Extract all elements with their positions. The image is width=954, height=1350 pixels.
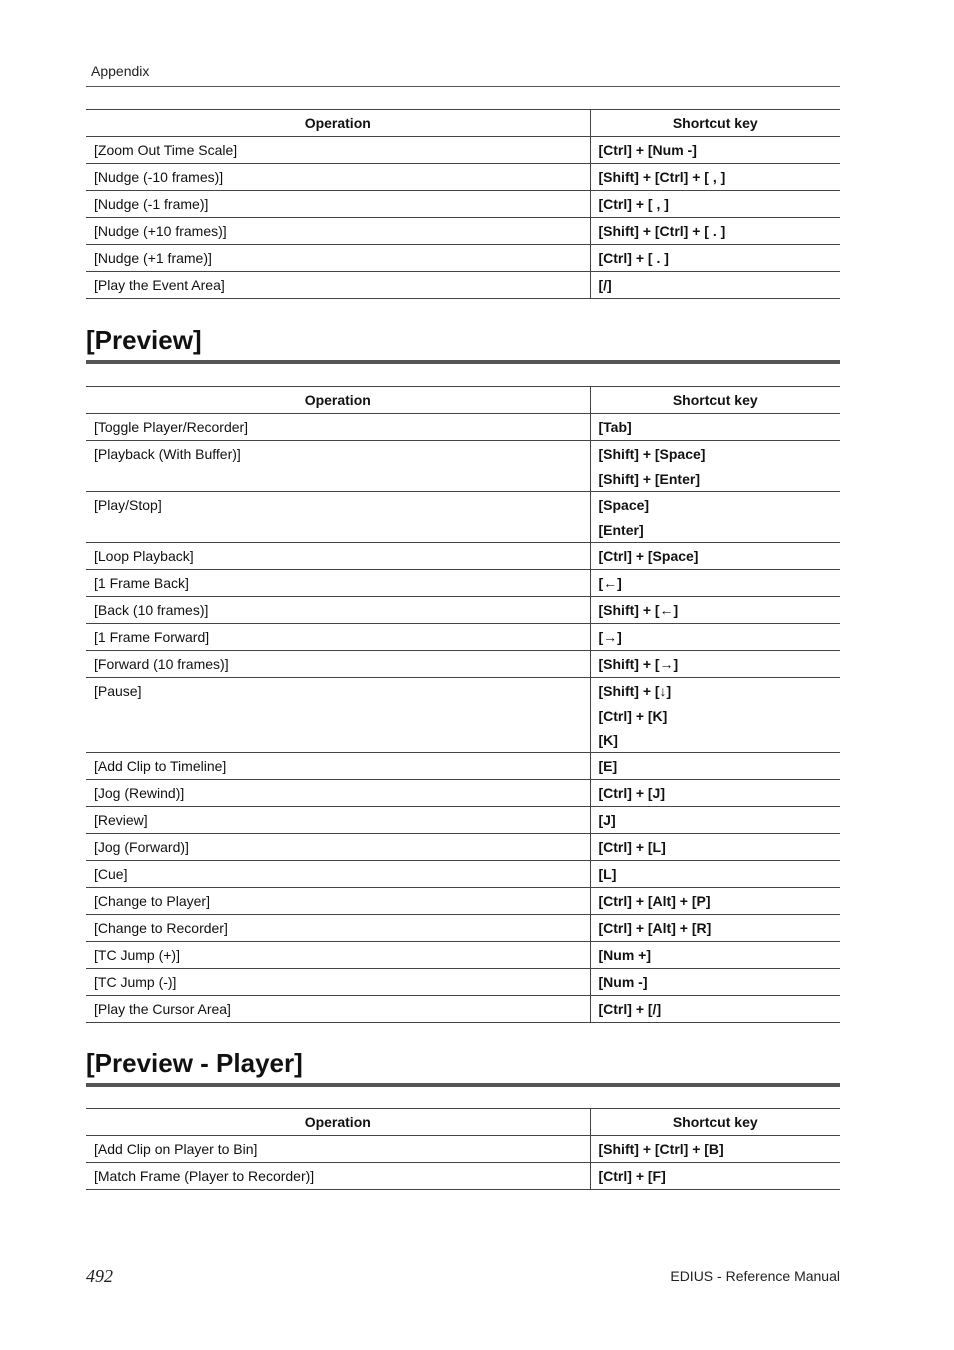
shortcut-key: [Shift] + [Space] <box>598 446 706 462</box>
shortcut-key: [Ctrl] + [Space] <box>598 548 699 564</box>
running-head: Appendix <box>91 63 150 79</box>
table-row <box>86 218 840 245</box>
operation-cell: [Jog (Rewind)] <box>86 780 590 807</box>
operation-cell: [Nudge (+1 frame)] <box>86 245 590 272</box>
shortcut-cell <box>590 191 840 218</box>
table-row <box>86 543 840 570</box>
table-header-row <box>86 387 840 414</box>
shortcut-cell <box>590 492 840 543</box>
shortcut-key: [Shift] + [→] <box>598 656 679 672</box>
shortcut-key: [Space] <box>598 497 650 513</box>
shortcut-key: [Ctrl] + [/] <box>598 1001 662 1017</box>
operation-cell: [Toggle Player/Recorder] <box>86 414 590 441</box>
table-row <box>86 492 840 543</box>
shortcut-key: [Ctrl] + [ . ] <box>598 250 669 266</box>
table-row <box>86 1163 840 1190</box>
shortcut-key: [Shift] + [↓] <box>598 683 672 699</box>
shortcut-key: [Ctrl] + [Num -] <box>598 142 697 158</box>
shortcut-key: [Enter] <box>598 522 644 538</box>
column-header-operation: Operation <box>86 110 590 137</box>
table-row <box>86 807 840 834</box>
table-row <box>86 570 840 597</box>
shortcut-key: [Ctrl] + [F] <box>598 1168 666 1184</box>
shortcut-cell <box>590 441 840 492</box>
shortcut-cell <box>590 888 840 915</box>
shortcut-cell <box>590 996 840 1023</box>
shortcut-key: [Ctrl] + [L] <box>598 839 666 855</box>
shortcut-cell <box>590 245 840 272</box>
shortcut-key: [Ctrl] + [J] <box>598 785 665 801</box>
shortcut-key: [Tab] <box>598 419 632 435</box>
column-header-shortcut: Shortcut key <box>590 110 840 137</box>
shortcut-cell <box>590 834 840 861</box>
shortcut-key: [Shift] + [Ctrl] + [ . ] <box>598 223 726 239</box>
operation-cell: [Zoom Out Time Scale] <box>86 137 590 164</box>
table-row <box>86 441 840 492</box>
section-title-preview: [Preview] <box>86 324 840 364</box>
table-row <box>86 137 840 164</box>
shortcut-key: [Num +] <box>598 947 651 963</box>
shortcut-key: [Ctrl] + [ , ] <box>598 196 669 212</box>
shortcut-table-timeline <box>86 109 840 299</box>
operation-cell: [Change to Recorder] <box>86 915 590 942</box>
column-header-shortcut: Shortcut key <box>590 1109 840 1136</box>
operation-cell: [Play/Stop] <box>86 492 590 543</box>
operation-cell: [Nudge (-1 frame)] <box>86 191 590 218</box>
table-row <box>86 624 840 651</box>
shortcut-key: [Shift] + [Enter] <box>598 471 700 487</box>
shortcut-key: [←] <box>598 575 622 591</box>
operation-cell: [Play the Cursor Area] <box>86 996 590 1023</box>
table-header-row <box>86 1109 840 1136</box>
operation-cell: [Play the Event Area] <box>86 272 590 299</box>
operation-cell: [Review] <box>86 807 590 834</box>
operation-cell: [Playback (With Buffer)] <box>86 441 590 492</box>
table-row <box>86 245 840 272</box>
column-header-shortcut: Shortcut key <box>590 387 840 414</box>
shortcut-table-preview-player <box>86 1108 840 1190</box>
operation-cell: [1 Frame Back] <box>86 570 590 597</box>
operation-cell: [Change to Player] <box>86 888 590 915</box>
shortcut-cell <box>590 753 840 780</box>
shortcut-cell <box>590 570 840 597</box>
shortcut-cell <box>590 137 840 164</box>
operation-cell: [1 Frame Forward] <box>86 624 590 651</box>
table-row <box>86 191 840 218</box>
table-row <box>86 597 840 624</box>
table-row <box>86 651 840 678</box>
operation-cell: [Back (10 frames)] <box>86 597 590 624</box>
shortcut-cell <box>590 942 840 969</box>
shortcut-key: [Ctrl] + [Alt] + [R] <box>598 920 712 936</box>
shortcut-key: [J] <box>598 812 616 828</box>
shortcut-cell <box>590 969 840 996</box>
operation-cell: [Forward (10 frames)] <box>86 651 590 678</box>
shortcut-key: [Ctrl] + [K] <box>598 708 668 724</box>
section-title-preview-player: [Preview - Player] <box>86 1047 840 1087</box>
page-number: 492 <box>86 1266 113 1286</box>
shortcut-key: [/] <box>598 277 612 293</box>
shortcut-cell <box>590 651 840 678</box>
table-row <box>86 834 840 861</box>
table-row <box>86 164 840 191</box>
shortcut-cell <box>590 164 840 191</box>
column-header-operation: Operation <box>86 1109 590 1136</box>
shortcut-cell <box>590 1136 840 1163</box>
shortcut-key: [Shift] + [←] <box>598 602 679 618</box>
shortcut-cell <box>590 543 840 570</box>
table-row <box>86 942 840 969</box>
shortcut-cell <box>590 597 840 624</box>
shortcut-cell <box>590 218 840 245</box>
shortcut-cell <box>590 915 840 942</box>
shortcut-key: [L] <box>598 866 617 882</box>
operation-cell: [Cue] <box>86 861 590 888</box>
table-row <box>86 1136 840 1163</box>
shortcut-cell <box>590 861 840 888</box>
table-row <box>86 915 840 942</box>
table-row <box>86 888 840 915</box>
table-row <box>86 996 840 1023</box>
operation-cell: [Jog (Forward)] <box>86 834 590 861</box>
shortcut-key: [Num -] <box>598 974 648 990</box>
table-row <box>86 780 840 807</box>
shortcut-cell <box>590 272 840 299</box>
shortcut-table-preview <box>86 386 840 1023</box>
table-header-row <box>86 110 840 137</box>
operation-cell: [Loop Playback] <box>86 543 590 570</box>
shortcut-cell <box>590 414 840 441</box>
footer-manual-title: EDIUS - Reference Manual <box>670 1268 840 1284</box>
shortcut-cell <box>590 780 840 807</box>
operation-cell: [Add Clip on Player to Bin] <box>86 1136 590 1163</box>
table-row <box>86 678 840 753</box>
shortcut-cell <box>590 807 840 834</box>
operation-cell: [Match Frame (Player to Recorder)] <box>86 1163 590 1190</box>
table-row <box>86 969 840 996</box>
column-header-operation: Operation <box>86 387 590 414</box>
table-row <box>86 414 840 441</box>
table-row <box>86 272 840 299</box>
operation-cell: [TC Jump (+)] <box>86 942 590 969</box>
operation-cell: [Add Clip to Timeline] <box>86 753 590 780</box>
shortcut-key: [→] <box>598 629 622 645</box>
operation-cell: [Nudge (-10 frames)] <box>86 164 590 191</box>
table-row <box>86 753 840 780</box>
shortcut-cell <box>590 624 840 651</box>
table-row <box>86 861 840 888</box>
shortcut-cell <box>590 678 840 753</box>
shortcut-key: [E] <box>598 758 618 774</box>
operation-cell: [Pause] <box>86 678 590 753</box>
shortcut-cell <box>590 1163 840 1190</box>
shortcut-key: [K] <box>598 732 618 748</box>
operation-cell: [TC Jump (-)] <box>86 969 590 996</box>
shortcut-key: [Shift] + [Ctrl] + [ , ] <box>598 169 726 185</box>
shortcut-key: [Shift] + [Ctrl] + [B] <box>598 1141 724 1157</box>
operation-cell: [Nudge (+10 frames)] <box>86 218 590 245</box>
shortcut-key: [Ctrl] + [Alt] + [P] <box>598 893 711 909</box>
header-rule <box>86 86 840 87</box>
